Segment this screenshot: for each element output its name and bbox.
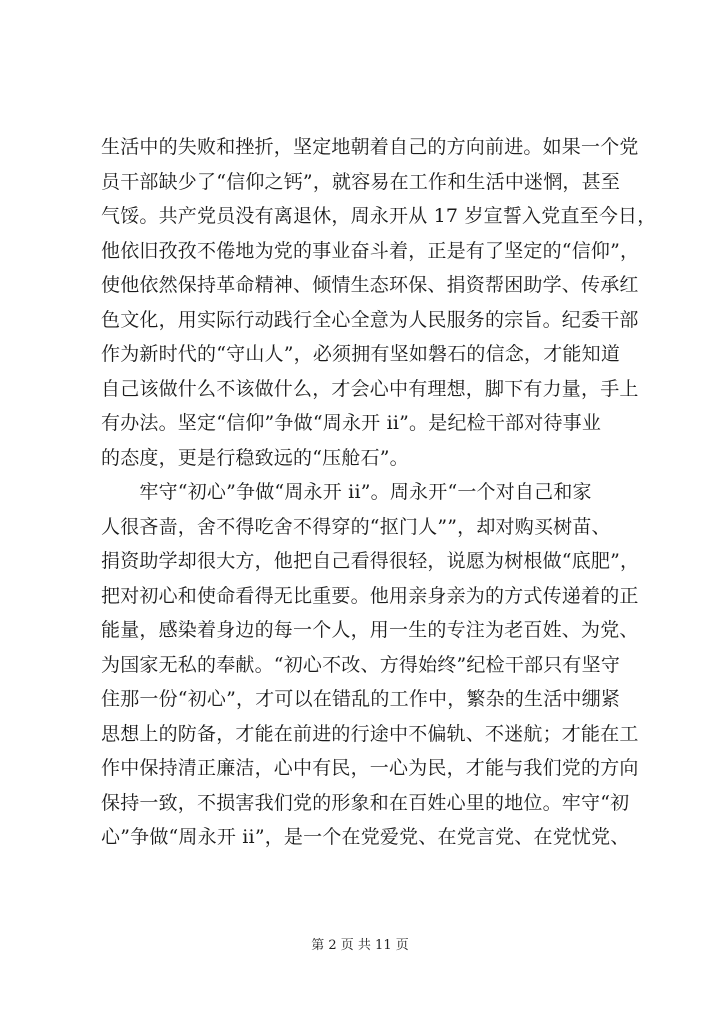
text-line: 有办法。坚定“信仰”争做“周永开 ii”。是纪检干部对待事业 — [101, 412, 602, 434]
text-line: 把对初心和使命看得无比重要。他用亲身亲为的方式传递着的正 — [101, 584, 639, 607]
text-line: 保持一致，不损害我们党的形象和在百姓心里的地位。牢守“初 — [101, 791, 630, 814]
page-footer — [0, 934, 720, 953]
body-text — [101, 130, 657, 855]
text-line: 色文化，用实际行动践行全心全意为人民服务的宗旨。纪委干部 — [101, 308, 639, 331]
text-line: 为国家无私的奉献。“初心不改、方得始终”纪检干部只有坚守 — [101, 653, 621, 676]
text-line: 作中保持清正廉洁，心中有民，一心为民，才能与我们党的方向 — [101, 757, 639, 779]
text-line: 员干部缺少了“信仰之钙”，就容易在工作和生活中迷惘，甚至 — [101, 170, 621, 193]
text-line: 捐资助学却很大方，他把自己看得很轻，说愿为树根做“底肥”， — [101, 550, 640, 572]
text-line: 的态度，更是行稳致远的“压舱石”。 — [101, 446, 409, 469]
text-line: 思想上的防备，才能在前进的行途中不偏轨、不迷航；才能在工 — [101, 722, 639, 745]
text-line: 能量，感染着身边的每一个人，用一生的专注为老百姓、为党、 — [101, 619, 639, 641]
text-line: 生活中的失败和挫折，坚定地朝着自己的方向前进。如果一个党 — [101, 136, 639, 158]
paragraph-start-line: 牢守“初心”争做“周永开 ii”。周永开“一个对自己和家 — [101, 481, 592, 503]
text-line: 气馁。共产党员没有离退休，周永开从 17 岁宣誓入党直至今日， — [101, 205, 657, 227]
text-line: 自己该做什么不该做什么，才会心中有理想，脚下有力量，手上 — [101, 377, 639, 400]
text-line: 使他依然保持革命精神、倾情生态环保、捐资帮困助学、传承红 — [101, 274, 639, 296]
text-line: 心”争做“周永开 ii”，是一个在党爱党、在党言党、在党忧党、 — [101, 826, 630, 848]
text-line: 住那一份“初心”，才可以在错乱的工作中，繁杂的生活中绷紧 — [101, 688, 621, 710]
text-line: 作为新时代的“守山人”，必须拥有坚如磐石的信念，才能知道 — [101, 343, 621, 365]
text-line: 他依旧孜孜不倦地为党的事业奋斗着，正是有了坚定的“信仰”， — [101, 239, 640, 262]
text-line: 人很吝啬，舍不得吃舍不得穿的“抠门人””，却对购买树苗、 — [101, 515, 611, 538]
page-number: 第 2 页 共 11 页 — [311, 938, 409, 953]
